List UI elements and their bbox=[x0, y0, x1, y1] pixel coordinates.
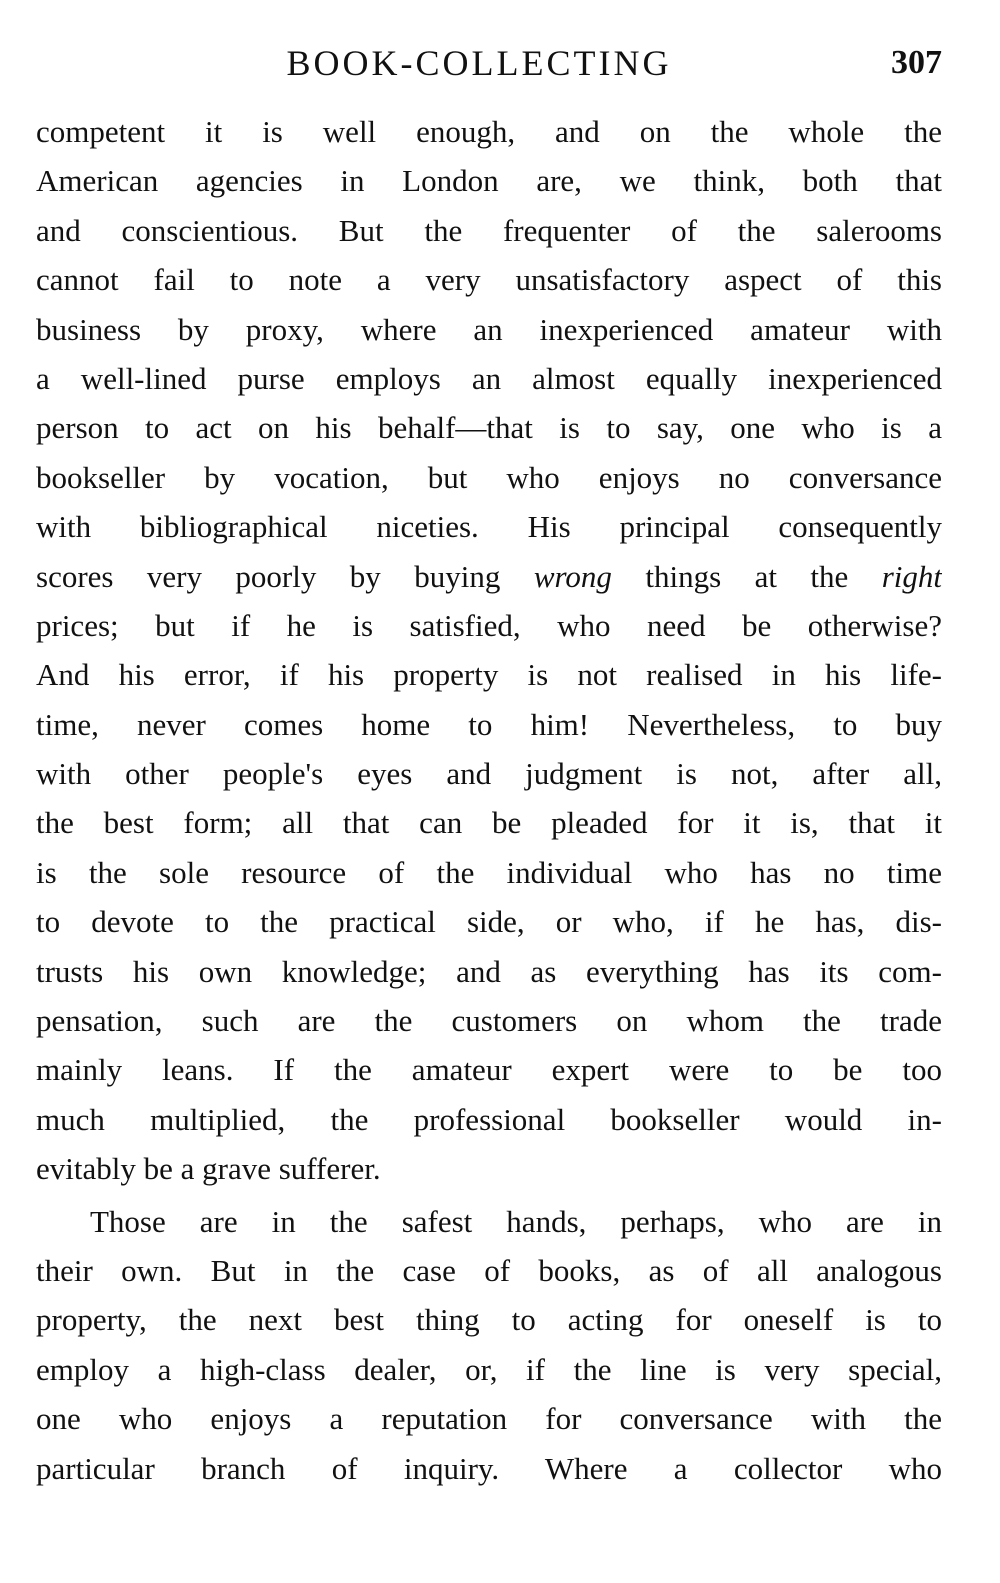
text-line: with bibliographical niceties. His principal consequently bbox=[36, 509, 942, 545]
body-text bbox=[36, 107, 942, 1493]
text-line: trusts his own knowledge; and as everything has its com- bbox=[36, 953, 942, 989]
text-line: to devote to the practical side, or who, if he has, dis- bbox=[36, 904, 942, 940]
page-number: 307 bbox=[891, 44, 942, 81]
text-line: competent it is well enough, and on the whole the bbox=[36, 114, 942, 149]
text-line: pensation, such are the customers on whom the trade bbox=[36, 1003, 942, 1039]
text-line: particular branch of inquiry. Where a collector who bbox=[36, 1450, 942, 1486]
text-line: And his error, if his property is not realised in his life- bbox=[36, 657, 942, 693]
text-line: mainly leans. If the amateur expert were to be too bbox=[36, 1052, 942, 1088]
text-line: property, the next best thing to acting for oneself is to bbox=[36, 1302, 942, 1338]
text-line: with other people's eyes and judgment is not, after all, bbox=[36, 756, 942, 792]
text-line: a well-lined purse employs an almost equally inexperienced bbox=[36, 360, 942, 396]
paragraph-1 bbox=[36, 107, 942, 1194]
text-line: time, never comes home to him! Nevertheless, to buy bbox=[36, 706, 942, 742]
text-line: their own. But in the case of books, as of all analogous bbox=[36, 1252, 942, 1288]
text-line-with-italics bbox=[36, 552, 942, 601]
text-line: person to act on his behalf—that is to say, one who is a bbox=[36, 410, 942, 446]
text-line: evitably be a grave sufferer. bbox=[36, 1151, 381, 1187]
text-line: prices; but if he is satisfied, who need be otherwise? bbox=[36, 607, 942, 643]
text-line: is the sole resource of the individual who has no time bbox=[36, 854, 942, 890]
italic-word: wrong bbox=[533, 558, 612, 594]
text-line: business by proxy, where an inexperienced amateur with bbox=[36, 311, 942, 347]
text-line: Those are in the safest hands, perhaps, who are in bbox=[90, 1203, 942, 1239]
text-line: cannot fail to note a very unsatisfactory aspect of this bbox=[36, 262, 942, 298]
text-line: and conscientious. But the frequenter of the salerooms bbox=[36, 212, 942, 248]
text-line: one who enjoys a reputation for conversance with the bbox=[36, 1401, 942, 1437]
running-head bbox=[36, 38, 942, 88]
text-line: bookseller by vocation, but who enjoys no conversance bbox=[36, 459, 942, 495]
line-text: things at the bbox=[611, 558, 882, 594]
italic-word: right bbox=[881, 558, 942, 594]
text-line: American agencies in London are, we think, both that bbox=[36, 163, 942, 199]
text-line: much multiplied, the professional bookseller would in- bbox=[36, 1101, 942, 1137]
paragraph-2 bbox=[36, 1197, 942, 1493]
running-title: BOOK-COLLECTING bbox=[286, 43, 672, 83]
line-text: scores very poorly by buying bbox=[36, 558, 534, 594]
text-line: employ a high-class dealer, or, if the line is very special, bbox=[36, 1351, 942, 1387]
text-line: the best form; all that can be pleaded for it is, that it bbox=[36, 805, 942, 841]
